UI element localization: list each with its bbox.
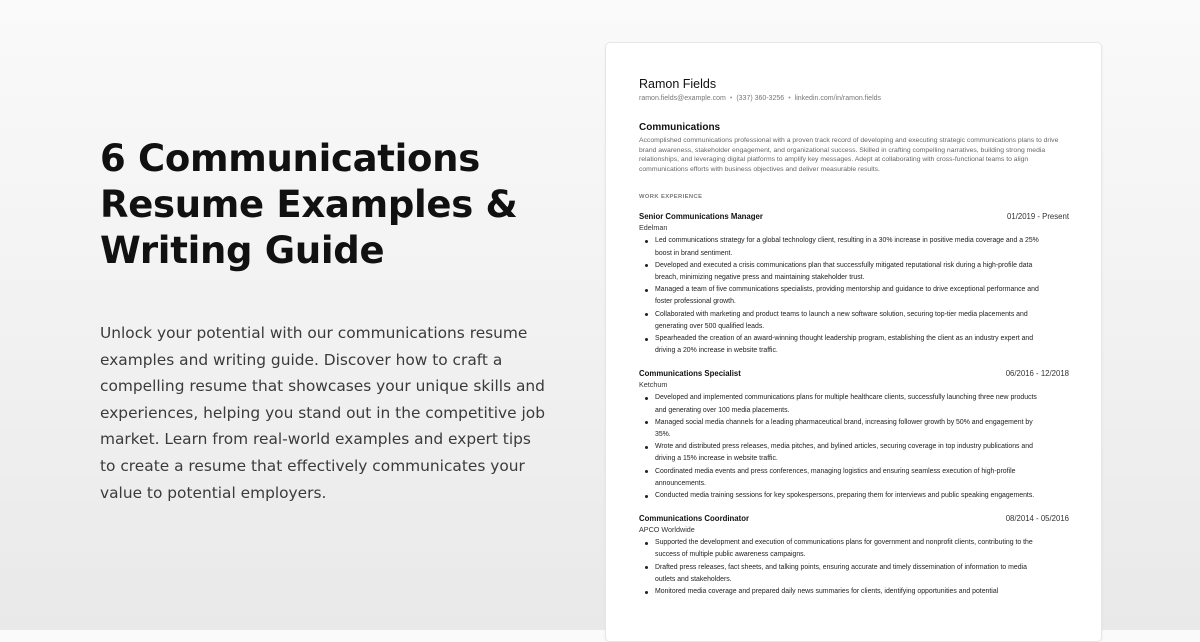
job-bullets bbox=[639, 537, 1069, 598]
job-bullet: Drafted press releases, fact sheets, and talking points, ensuring accurate and timely dissemination of information to media outlets and stakeholders. bbox=[639, 562, 1069, 586]
resume-summary: Accomplished communications professional with a proven track record of developing and executing strategic communications plans to drive brand awareness, stakeholder engagement, and organizational success. Skilled in crafting compelling narratives, building strong media relationships, and leveraging digital platforms to amplify key messages. Adept at collaborating with cross-functional teams to align communications efforts with business objectives and deliver measurable results. bbox=[639, 137, 1059, 173]
job-header bbox=[639, 212, 1069, 222]
job-bullet: Monitored media coverage and prepared daily news summaries for clients, identifying opportunities and potential bbox=[639, 586, 1069, 598]
job-role: Communications Specialist bbox=[639, 369, 741, 379]
job-bullet: Conducted media training sessions for key spokespersons, preparing them for interviews and public speaking engagements. bbox=[639, 490, 1069, 502]
resume-title: Communications bbox=[639, 122, 721, 133]
work-experience-list bbox=[639, 212, 1069, 598]
job-bullets bbox=[639, 235, 1069, 357]
job-entry bbox=[639, 514, 1069, 598]
contact-separator: • bbox=[729, 95, 733, 102]
job-bullet: Managed a team of five communications specialists, providing mentorship and guidance to drive exceptional performance and foster professional growth. bbox=[639, 284, 1069, 308]
job-company: APCO Worldwide bbox=[639, 525, 695, 535]
resume-contact bbox=[639, 94, 1069, 104]
job-header bbox=[639, 514, 1069, 524]
resume-preview bbox=[605, 42, 1102, 642]
contact-separator: • bbox=[788, 95, 791, 102]
section-heading-work-experience: WORK EXPERIENCE bbox=[639, 194, 703, 201]
job-bullets bbox=[639, 392, 1069, 502]
page-title: 6 Communications Resume Examples & Writing Guide bbox=[100, 137, 518, 272]
resume-email: ramon.fields@example.com bbox=[639, 95, 726, 102]
hero-section bbox=[100, 136, 570, 506]
job-company: Edelman bbox=[639, 223, 668, 233]
job-bullet: Developed and executed a crisis communications plan that successfully mitigated reputational risk during a high-profile data breach, minimizing negative press and maintaining stakeholder trust. bbox=[639, 260, 1069, 284]
resume-name: Ramon Fields bbox=[639, 77, 717, 91]
job-bullet: Collaborated with marketing and product teams to launch a new software solution, securing top-tier media placements and generating over 500 qualified leads. bbox=[639, 309, 1069, 333]
job-bullet: Developed and implemented communications plans for multiple healthcare clients, successfully launching three new products and generating over 100 media placements. bbox=[639, 392, 1069, 416]
job-bullet: Spearheaded the creation of an award-winning thought leadership program, establishing the client as an industry expert and driving a 20% increase in website traffic. bbox=[639, 333, 1069, 357]
job-dates: 01/2019 - Present bbox=[1007, 212, 1069, 222]
job-role: Communications Coordinator bbox=[639, 514, 750, 524]
job-dates: 06/2016 - 12/2018 bbox=[1005, 369, 1069, 379]
job-role: Senior Communications Manager bbox=[639, 212, 763, 222]
job-bullet: Wrote and distributed press releases, media pitches, and bylined articles, securing coverage in top industry publications and driving a 15% increase in website traffic. bbox=[639, 441, 1069, 465]
job-bullet: Led communications strategy for a global technology client, resulting in a 30% increase in positive media coverage and a 25% boost in brand sentiment. bbox=[639, 235, 1069, 259]
job-header bbox=[639, 369, 1069, 379]
job-entry bbox=[639, 369, 1069, 502]
job-bullet: Supported the development and execution of communications plans for government and nonprofit clients, contributing to the success of multiple public awareness campaigns. bbox=[639, 537, 1069, 561]
resume-phone: (337) 360-3256 bbox=[736, 95, 785, 102]
job-company: Ketchum bbox=[639, 380, 668, 390]
job-entry bbox=[639, 212, 1069, 357]
job-dates: 08/2014 - 05/2016 bbox=[1005, 514, 1069, 524]
job-bullet: Managed social media channels for a leading pharmaceutical brand, increasing follower growth by 50% and engagement by 35%. bbox=[639, 417, 1069, 441]
resume-linkedin: linkedin.com/in/ramon.fields bbox=[794, 95, 882, 102]
job-bullet: Coordinated media events and press conferences, managing logistics and ensuring seamless execution of high-profile announcements. bbox=[639, 466, 1069, 490]
page-description: Unlock your potential with our communications resume examples and writing guide. Discover how to craft a compelling resume that showcases your unique skills and experiences, helping you stand out in the competitive job market. Learn from real-world examples and expert tips to create a resume that effectively communicates your value to potential employers. bbox=[100, 324, 545, 502]
